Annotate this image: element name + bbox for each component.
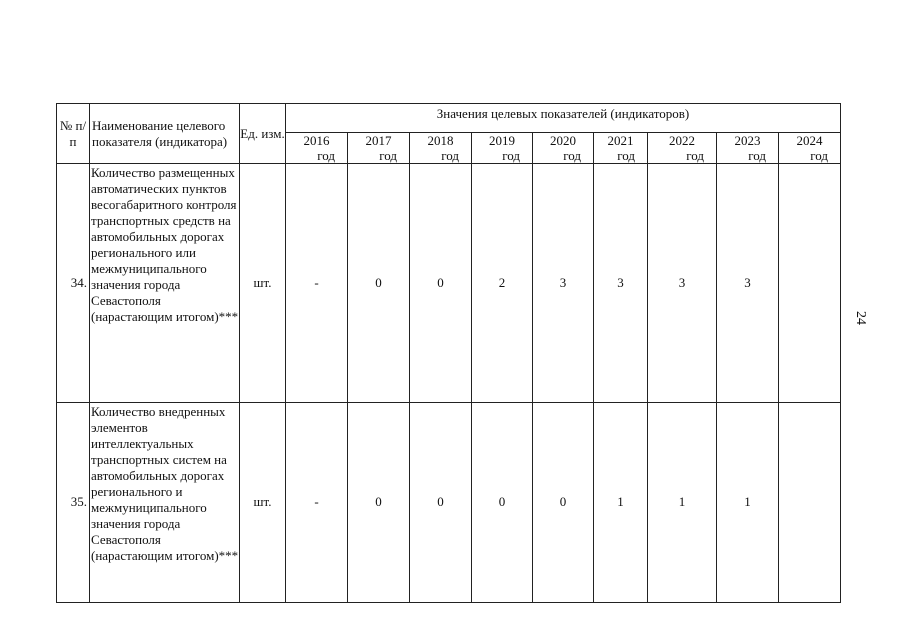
value-2017: 0: [348, 402, 410, 602]
year-2021: 2021 год: [594, 133, 648, 164]
page-number: 24: [853, 311, 868, 325]
value-2024: [779, 164, 841, 402]
indicators-table: [56, 103, 841, 603]
row-unit: шт.: [240, 402, 286, 602]
value-2021: 1: [594, 402, 648, 602]
header-name: Наименование целевого показателя (индикатора): [90, 104, 240, 164]
value-2018: 0: [410, 402, 472, 602]
header-unit: Ед. изм.: [240, 104, 286, 164]
value-2022: 3: [648, 164, 717, 402]
value-2023: 1: [717, 402, 779, 602]
row-indicator-name: Количество размещенных автоматических пунктов весогабаритного контроля транспортных средств на автомобильных дорогах регионального или межмуниципального значения города Севастополя (нарастающим итогом)***: [90, 164, 240, 402]
year-2017: 2017 год: [348, 133, 410, 164]
row-number: 35.: [57, 402, 90, 602]
row-number: 34.: [57, 164, 90, 402]
year-2023: 2023 год: [717, 133, 779, 164]
value-2016: -: [286, 402, 348, 602]
header-row-top: [57, 104, 841, 133]
value-2022: 1: [648, 402, 717, 602]
value-2023: 3: [717, 164, 779, 402]
year-2016: 2016 год: [286, 133, 348, 164]
value-2020: 0: [533, 402, 594, 602]
value-2018: 0: [410, 164, 472, 402]
table-row: [57, 402, 841, 602]
year-2022: 2022 год: [648, 133, 717, 164]
table-row: [57, 164, 841, 402]
value-2020: 3: [533, 164, 594, 402]
value-2024: [779, 402, 841, 602]
header-num: № п/п: [57, 104, 90, 164]
year-2024: 2024 год: [779, 133, 841, 164]
value-2016: -: [286, 164, 348, 402]
value-2019: 2: [472, 164, 533, 402]
year-2019: 2019 год: [472, 133, 533, 164]
value-2017: 0: [348, 164, 410, 402]
row-unit: шт.: [240, 164, 286, 402]
value-2021: 3: [594, 164, 648, 402]
header-values-title: Значения целевых показателей (индикаторов): [286, 104, 841, 133]
year-2018: 2018 год: [410, 133, 472, 164]
year-2020: 2020 год: [533, 133, 594, 164]
value-2019: 0: [472, 402, 533, 602]
row-indicator-name: Количество внедренных элементов интеллектуальных транспортных систем на автомобильных дорогах регионального и межмуниципального значения города Севастополя (нарастающим итогом)***: [90, 402, 240, 602]
